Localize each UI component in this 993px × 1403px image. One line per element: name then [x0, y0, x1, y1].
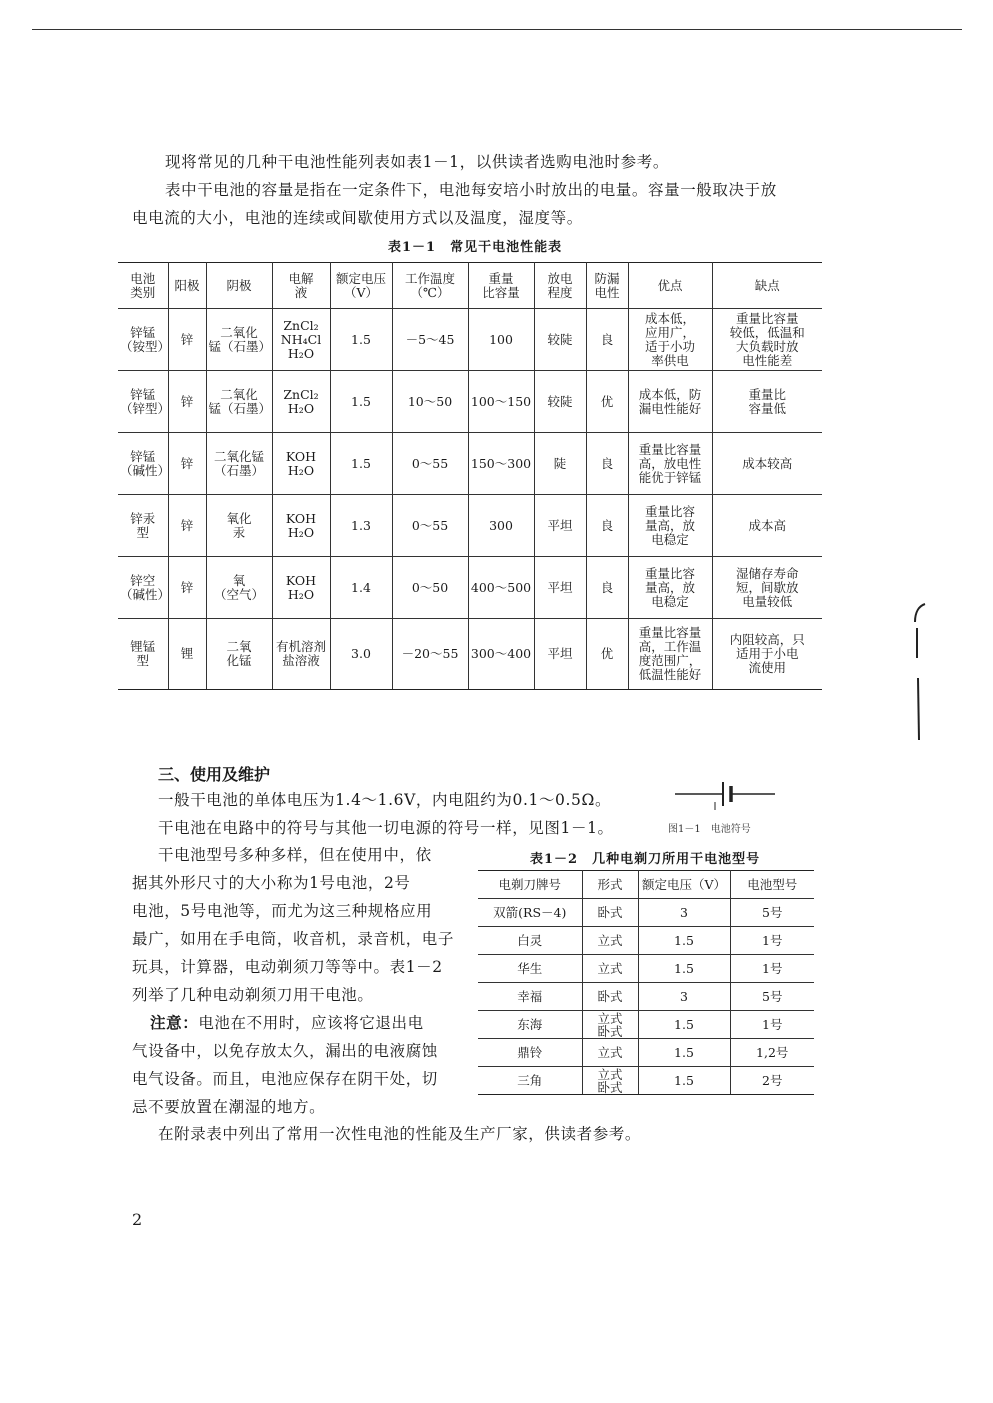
header-specific-capacity: 重量 比容量	[468, 263, 534, 309]
model-paragraph-line: 列举了几种电动剃须刀用干电池。	[132, 986, 374, 1004]
cell-advantages: 重量比容量 高，放电性 能优于锌锰	[628, 433, 712, 495]
battery-symbol-icon	[675, 780, 775, 820]
cell-battery-model: 1号	[730, 955, 814, 983]
header-form: 形式	[582, 871, 638, 899]
cell-electrolyte: ZnCl₂ H₂O	[272, 371, 330, 433]
cell-anode: 锌	[168, 433, 206, 495]
header-battery-type: 电池 类别	[118, 263, 168, 309]
cell-rated-voltage: 1.5	[638, 1039, 730, 1067]
cell-discharge-curve: 平坦	[534, 557, 586, 619]
header-discharge-curve: 放电 程度	[534, 263, 586, 309]
cell-disadvantages: 湿储存寿命 短，间歇放 电量较低	[712, 557, 822, 619]
note-paragraph-line	[150, 1013, 424, 1033]
cell-leak-resistance: 优	[586, 619, 628, 690]
cell-operating-temperature: 0～50	[392, 557, 468, 619]
cell-battery-model: 2号	[730, 1067, 814, 1095]
margin-scribble-icon	[905, 600, 935, 750]
cell-battery-model: 1号	[730, 927, 814, 955]
cell-form: 立式 卧式	[582, 1011, 638, 1039]
cell-battery-model: 1号	[730, 1011, 814, 1039]
cell-discharge-curve: 平坦	[534, 619, 586, 690]
cell-leak-resistance: 良	[586, 557, 628, 619]
header-battery-model: 电池型号	[730, 871, 814, 899]
top-rule	[32, 29, 962, 30]
model-paragraph-line: 电池，5号电池等，而尤为这三种规格应用	[132, 902, 433, 920]
cell-electrolyte: 有机溶剂 盐溶液	[272, 619, 330, 690]
intro-paragraph-1: 现将常见的几种干电池性能列表如表1－1，以供读者选购电池时参考。	[165, 153, 669, 171]
cell-rated-voltage: 1.5	[330, 309, 392, 371]
cell-rated-voltage: 1.3	[330, 495, 392, 557]
cell-disadvantages: 成本高	[712, 495, 822, 557]
cell-rated-voltage: 1.4	[330, 557, 392, 619]
cell-form: 立式	[582, 955, 638, 983]
cell-electrolyte: ZnCl₂ NH₄Cl H₂O	[272, 309, 330, 371]
cell-electrolyte: KOH H₂O	[272, 557, 330, 619]
cell-specific-capacity: 300	[468, 495, 534, 557]
table-row	[478, 955, 814, 983]
cell-advantages: 成本低，防 漏电性能好	[628, 371, 712, 433]
cell-battery-model: 1,2号	[730, 1039, 814, 1067]
table-row	[478, 1011, 814, 1039]
intro-paragraph-2-line-1: 表中干电池的容量是指在一定条件下，电池每安培小时放出的电量。容量一般取决于放	[165, 181, 777, 199]
cell-anode: 锌	[168, 371, 206, 433]
cell-cathode: 二氧 化锰	[206, 619, 272, 690]
cell-form: 卧式	[582, 983, 638, 1011]
model-paragraph-line: 玩具，计算器，电动剃须刀等等中。表1－2	[132, 958, 443, 976]
cell-cathode: 氧 （空气）	[206, 557, 272, 619]
battery-performance-table	[118, 262, 822, 690]
cell-leak-resistance: 良	[586, 433, 628, 495]
cell-battery-type: 锌锰 （铵型）	[118, 309, 168, 371]
table-row	[118, 371, 822, 433]
cell-razor-brand: 白灵	[478, 927, 582, 955]
cell-battery-type: 锌空 （碱性）	[118, 557, 168, 619]
voltage-paragraph: 一般干电池的单体电压为1.4～1.6V，内电阻约为0.1～0.5Ω。	[158, 791, 612, 809]
section-heading: 三、使用及维护	[158, 765, 271, 784]
table1-caption: 表1－1 常见干电池性能表	[388, 240, 563, 255]
razor-table-header-row	[478, 871, 814, 899]
cell-operating-temperature: 10～50	[392, 371, 468, 433]
cell-battery-model: 5号	[730, 983, 814, 1011]
cell-operating-temperature: 0～55	[392, 433, 468, 495]
cell-advantages: 成本低， 应用广， 适于小功 率供电	[628, 309, 712, 371]
cell-specific-capacity: 150～300	[468, 433, 534, 495]
model-paragraph-line: 据其外形尺寸的大小称为1号电池，2号	[132, 874, 411, 892]
cell-disadvantages: 成本较高	[712, 433, 822, 495]
table-row	[118, 557, 822, 619]
cell-operating-temperature: －20～55	[392, 619, 468, 690]
header-disadvantages: 缺点	[712, 263, 822, 309]
cell-specific-capacity: 100	[468, 309, 534, 371]
cell-battery-model: 5号	[730, 899, 814, 927]
cell-leak-resistance: 优	[586, 371, 628, 433]
cell-operating-temperature: 0～55	[392, 495, 468, 557]
table-row	[118, 309, 822, 371]
figure-caption: 图1－1 电池符号	[668, 824, 751, 835]
cell-leak-resistance: 良	[586, 309, 628, 371]
cell-rated-voltage: 1.5	[330, 433, 392, 495]
table-row	[478, 927, 814, 955]
cell-specific-capacity: 100～150	[468, 371, 534, 433]
cell-cathode: 氧化 汞	[206, 495, 272, 557]
cell-operating-temperature: －5～45	[392, 309, 468, 371]
cell-advantages: 重量比容量 高，工作温 度范围广， 低温性能好	[628, 619, 712, 690]
cell-battery-type: 锌锰 （锌型）	[118, 371, 168, 433]
cell-advantages: 重量比容 量高，放 电稳定	[628, 557, 712, 619]
cell-razor-brand: 三角	[478, 1067, 582, 1095]
cell-cathode: 二氧化锰 （石墨）	[206, 433, 272, 495]
cell-battery-type: 锂锰 型	[118, 619, 168, 690]
note-paragraph-line: 气设备中，以免存放太久，漏出的电液腐蚀	[132, 1042, 438, 1060]
cell-form: 卧式	[582, 899, 638, 927]
cell-anode: 锌	[168, 495, 206, 557]
cell-razor-brand: 双箭(RS－4)	[478, 899, 582, 927]
header-leak-resistance: 防漏 电性	[586, 263, 628, 309]
cell-discharge-curve: 较陡	[534, 371, 586, 433]
cell-rated-voltage: 1.5	[638, 1067, 730, 1095]
cell-disadvantages: 重量比 容量低	[712, 371, 822, 433]
cell-discharge-curve: 平坦	[534, 495, 586, 557]
battery-table-header-row	[118, 263, 822, 309]
header-electrolyte: 电解 液	[272, 263, 330, 309]
cell-leak-resistance: 良	[586, 495, 628, 557]
cell-rated-voltage: 1.5	[638, 1011, 730, 1039]
cell-razor-brand: 华生	[478, 955, 582, 983]
intro-paragraph-2-line-2: 电电流的大小，电池的连续或间歇使用方式以及温度，湿度等。	[132, 209, 583, 227]
cell-cathode: 二氧化 锰（石墨）	[206, 309, 272, 371]
note-text: 电池在不用时，应该将它退出电	[198, 1014, 424, 1032]
cell-advantages: 重量比容 量高，放 电稳定	[628, 495, 712, 557]
cell-battery-type: 锌汞 型	[118, 495, 168, 557]
header-cathode: 阴极	[206, 263, 272, 309]
cell-discharge-curve: 较陡	[534, 309, 586, 371]
cell-battery-type: 锌锰 （碱性）	[118, 433, 168, 495]
razor-battery-table	[478, 870, 814, 1095]
cell-razor-brand: 鼎铃	[478, 1039, 582, 1067]
header-razor-brand: 电剃刀牌号	[478, 871, 582, 899]
cell-discharge-curve: 陡	[534, 433, 586, 495]
table-row	[478, 983, 814, 1011]
header-rated-voltage: 额定电压 （V）	[330, 263, 392, 309]
cell-electrolyte: KOH H₂O	[272, 495, 330, 557]
cell-specific-capacity: 400～500	[468, 557, 534, 619]
model-paragraph-line: 干电池型号多种多样，但在使用中，依	[158, 846, 432, 864]
cell-form: 立式	[582, 1039, 638, 1067]
table2-caption: 表1－2 几种电剃刀所用干电池型号	[530, 852, 761, 867]
cell-rated-voltage: 1.5	[638, 927, 730, 955]
note-label: 注意：	[150, 1013, 199, 1032]
closing-paragraph: 在附录表中列出了常用一次性电池的性能及生产厂家，供读者参考。	[158, 1125, 642, 1143]
cell-rated-voltage: 3	[638, 899, 730, 927]
table-row	[478, 1067, 814, 1095]
cell-form: 立式 卧式	[582, 1067, 638, 1095]
table-row	[118, 433, 822, 495]
symbol-paragraph: 干电池在电路中的符号与其他一切电源的符号一样，见图1－1。	[158, 819, 614, 837]
table-row	[478, 899, 814, 927]
model-paragraph-line: 最广，如用在手电筒，收音机，录音机，电子	[132, 930, 455, 948]
table-row	[118, 495, 822, 557]
cell-disadvantages: 内阻较高，只 适用于小电 流使用	[712, 619, 822, 690]
note-paragraph-line: 忌不要放置在潮湿的地方。	[132, 1098, 326, 1116]
cell-razor-brand: 幸福	[478, 983, 582, 1011]
cell-disadvantages: 重量比容量 较低，低温和 大负载时放 电性能差	[712, 309, 822, 371]
table-row	[478, 1039, 814, 1067]
cell-rated-voltage: 3.0	[330, 619, 392, 690]
cell-electrolyte: KOH H₂O	[272, 433, 330, 495]
cell-form: 立式	[582, 927, 638, 955]
header-advantages: 优点	[628, 263, 712, 309]
header-rated-voltage: 额定电压（V）	[638, 871, 730, 899]
cell-specific-capacity: 300～400	[468, 619, 534, 690]
table-row	[118, 619, 822, 690]
cell-rated-voltage: 3	[638, 983, 730, 1011]
page-number: 2	[132, 1210, 143, 1229]
note-paragraph-line: 电气设备。而且，电池应保存在阴干处，切	[132, 1070, 438, 1088]
cell-cathode: 二氧化 锰（石墨）	[206, 371, 272, 433]
cell-anode: 锌	[168, 309, 206, 371]
header-operating-temperature: 工作温度 （℃）	[392, 263, 468, 309]
cell-anode: 锌	[168, 557, 206, 619]
cell-rated-voltage: 1.5	[330, 371, 392, 433]
cell-razor-brand: 东海	[478, 1011, 582, 1039]
header-anode: 阳极	[168, 263, 206, 309]
cell-anode: 锂	[168, 619, 206, 690]
cell-rated-voltage: 1.5	[638, 955, 730, 983]
